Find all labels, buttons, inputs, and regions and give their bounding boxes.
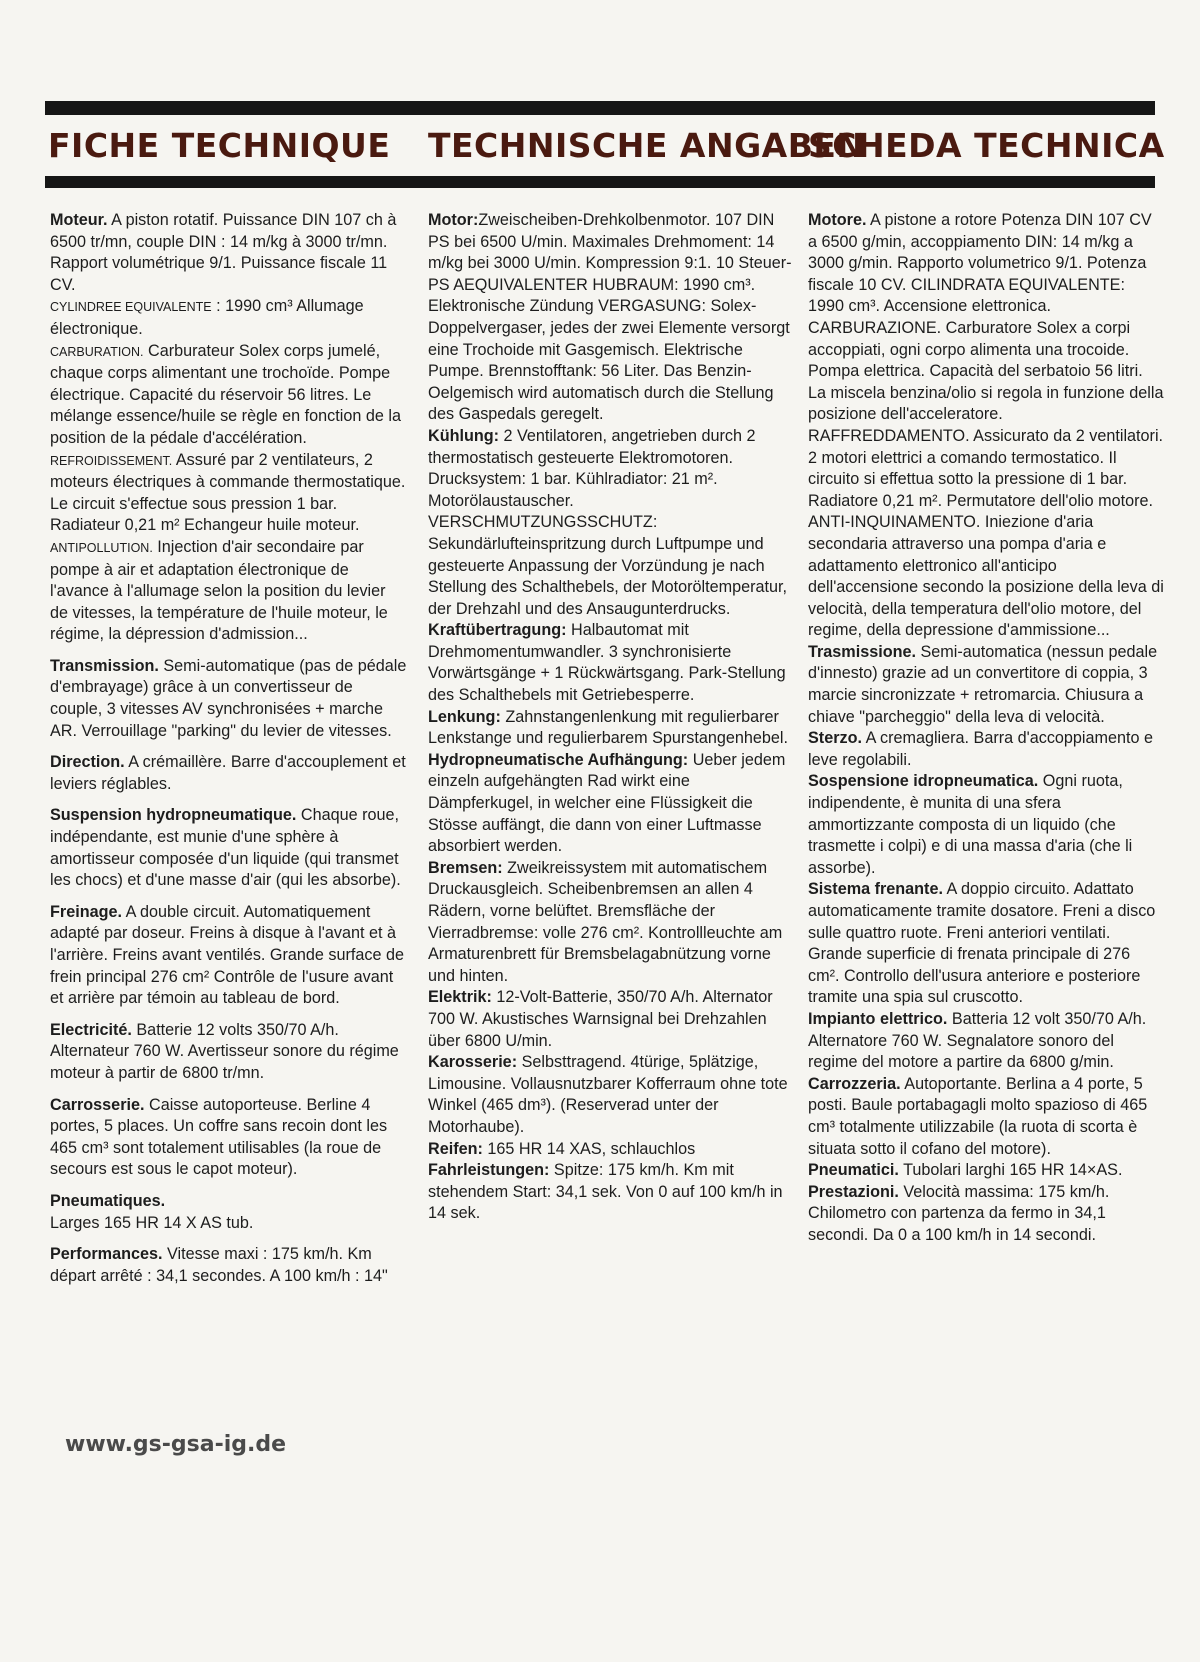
heading-scheda-technica: SCHEDA TECHNICA <box>808 126 1165 165</box>
section-title: Motore. <box>808 211 867 229</box>
column-french <box>50 210 408 1297</box>
section-title: Pneumatici. <box>808 1161 899 1180</box>
section-motor <box>428 210 793 426</box>
section-text: Tubolari larghi 165 HR 14×AS. <box>898 1161 1123 1180</box>
section-kuehlung <box>428 426 793 620</box>
section-text: Assuré par 2 ventilateurs, 2 moteurs électriques à commande thermostatique. Le circuit s'effectue sous pression 1 bar. Radiateur 0,21 m² Echangeur huile moteur. <box>50 450 406 535</box>
section-motore <box>808 210 1165 642</box>
section-sistema-frenante <box>808 879 1165 1009</box>
section-label: REFROIDISSEMENT. <box>50 453 173 468</box>
section-text: Zweikreissystem mit automatischem Druckausgleich. Scheibenbremsen an allen 4 Rädern, vorne belüftet. Bremsfläche der Vierradbremse: volle 276 cm². Kontrollleuchte am Armaturenbrett für Bremsbelagabnützung vorne und hinten. <box>428 858 783 985</box>
section-elektrik <box>428 987 793 1052</box>
column-italian <box>808 210 1165 1247</box>
section-title: Impianto elettrico. <box>808 1009 948 1028</box>
section-title: Carrosserie. <box>50 1095 145 1114</box>
section-text: Chaque roue, indépendante, est munie d'une sphère à amortisseur composée d'un liquide (qui transmet les chocs) et d'une masse d'air (qui les absorbe). <box>50 806 401 890</box>
heading-technische-angaben: TECHNISCHE ANGABEN <box>428 126 865 165</box>
section-text: 2 Ventilatoren, angetrieben durch 2 thermostatisch gesteuerte Elektromotoren. Drucksystem: 1 bar. Kühlradiator: 21 m². Motorölaustauscher. VERSCHMUTZUNGSSCHUTZ: Sekundärlufteinspritzung durch Luftpumpe und gesteuerte Anpassung der Vorzündung je nach Stellung des Schalthebels, der Motoröltemperatur, der Drehzahl und des Ansaugunterdrucks. <box>428 426 788 618</box>
section-text: Larges 165 HR 14 X AS tub. <box>50 1213 254 1232</box>
section-title: Direction. <box>50 753 125 772</box>
section-title: Hydropneumatische Aufhängung: <box>428 750 689 769</box>
section-text: Spitze: 175 km/h. Km mit stehendem Start: 34,1 sek. Von 0 auf 100 km/h in 14 sek. <box>428 1161 783 1223</box>
section-text: Semi-automatica (nessun pedale d'innesto) grazie ad un convertitore di coppia, 3 marcie sincronizzate + retromarcia. Chiusura a chiave "parcheggio" della leva di velocità. <box>808 642 1158 726</box>
section-impianto-elettrico <box>808 1009 1165 1074</box>
section-text: 165 HR 14 XAS, schlauchlos <box>482 1139 696 1158</box>
section-freinage <box>50 902 408 1010</box>
section-text: A crémaillère. Barre d'accouplement et leviers réglables. <box>50 753 406 793</box>
section-suspension <box>50 805 408 891</box>
section-text: Selbsttragend. 4türige, 5plätzige, Limousine. Vollausnutzbarer Kofferraum ohne tote Winkel (465 dm³). (Reserverad unter der Motorhaube). <box>428 1053 788 1136</box>
section-text: A piston rotatif. Puissance DIN 107 ch à 6500 tr/mn, couple DIN : 14 m/kg à 3000 tr/mn. Rapport volumétrique 9/1. Puissance fiscale 11 CV. <box>50 211 397 294</box>
website-url: www.gs-gsa-ig.de <box>65 1432 287 1457</box>
section-refroidissement <box>50 450 408 537</box>
section-text: Batterie 12 volts 350/70 A/h. Alternateur 760 W. Avertisseur sonore du régime moteur à partir de 6800 tr/mn. <box>50 1020 399 1082</box>
section-text: Ogni ruota, indipendente, è munita di una sfera ammortizzante composta di un liquido (che trasmette i colpi) e di una massa d'aria (che li assorbe). <box>808 772 1133 877</box>
bottom-rule <box>45 176 1155 188</box>
section-cylindree <box>50 296 408 340</box>
section-bremsen <box>428 858 793 988</box>
section-text: Velocità massima: 175 km/h. Chilometro con partenza da fermo in 34,1 secondi. Da 0 a 100 km/h in 14 secondi. <box>808 1182 1110 1244</box>
section-electricite <box>50 1020 408 1085</box>
section-text: Ueber jedem einzeln aufgehängten Rad wirkt eine Dämpferkugel, in welcher eine Flüssigkeit die Stösse auffängt, die dann von einer Luftmasse absorbiert werden. <box>428 750 786 856</box>
section-title: Bremsen: <box>428 858 503 877</box>
section-title: Kühlung: <box>428 426 500 445</box>
section-pneumatiques <box>50 1191 408 1234</box>
section-title: Sospensione idropneumatica. <box>808 772 1039 791</box>
section-title: Karosserie: <box>428 1053 518 1072</box>
section-sterzo <box>808 728 1165 771</box>
section-reifen <box>428 1139 793 1161</box>
section-carrosserie <box>50 1095 408 1181</box>
section-kraftuebertragung <box>428 620 793 706</box>
section-title: Freinage. <box>50 902 122 921</box>
section-performances <box>50 1244 408 1287</box>
section-prestazioni <box>808 1182 1165 1247</box>
section-title: Performances. <box>50 1245 163 1264</box>
section-title: Moteur. <box>50 211 108 229</box>
section-text: Vitesse maxi : 175 km/h. Km départ arrêté : 34,1 secondes. A 100 km/h : 14" <box>50 1245 388 1285</box>
section-trasmissione <box>808 642 1165 728</box>
section-transmission <box>50 656 408 742</box>
section-text: : 1990 cm³ Allumage électronique. <box>50 297 364 338</box>
section-text: Halbautomat mit Drehmomentumwandler. 3 synchronisierte Vorwärtsgänge + 1 Rückwärtsgang. Park-Stellung des Schalthebels mit Getriebesperre. <box>428 621 786 705</box>
section-carrozzeria <box>808 1074 1165 1160</box>
section-title: Elektrik: <box>428 988 492 1007</box>
section-fahrleistungen <box>428 1160 793 1225</box>
section-title: Prestazioni. <box>808 1182 899 1201</box>
section-label: ANTIPOLLUTION. <box>50 540 153 555</box>
section-sospensione <box>808 771 1165 879</box>
section-karosserie <box>428 1052 793 1138</box>
section-label: CYLINDREE EQUIVALENTE <box>50 300 212 315</box>
section-text: A doppio circuito. Adattato automaticamente tramite dosatore. Freni a disco sulle quattro ruote. Freni anteriori ventilati. Grande superficie di frenata principale di 276 cm². Controllo dell'usura anteriore e posteriore tramite una spia sul cruscotto. <box>808 880 1156 1007</box>
section-text: Zahnstangenlenkung mit regulierbarer Lenkstange und regulierbarem Spurstangenhebel. <box>428 707 788 748</box>
section-title: Suspension hydropneumatique. <box>50 806 297 825</box>
section-title: Motor: <box>428 211 479 229</box>
section-text: 12-Volt-Batterie, 350/70 A/h. Alternator 700 W. Akustisches Warnsignal bei Drehzahlen über 6800 U/min. <box>428 988 773 1050</box>
section-carburation <box>50 341 408 450</box>
section-text: A pistone a rotore Potenza DIN 107 CV a 6500 g/min, accoppiamento DIN: 14 m/kg a 3000 g/min. Rapporto volumetrico 9/1. Potenza fiscale 10 CV. CILINDRATA EQUIVALENTE: 1990 cm³. Accensione elettronica. CARBURAZIONE. Carburatore Solex a corpi accoppiati, ogni corpo alimenta una trocoide. Pompa elettrica. Capacità del serbatoio 56 litri. La miscela benzina/olio si regola in funzione della posizione dell'acceleratore. RAFFREDDAMENTO. Assicurato da 2 ventilatori. 2 motori elettrici a comando termostatico. Il circuito si effettua sotto la pressione di 1 bar. Radiatore 0,21 m². Permutatore dell'olio motore. ANTI-INQUINAMENTO. Iniezione d'aria secondaria attraverso una pompa d'aria e adattamento elettronico all'anticipo dell'accensione secondo la posizione della leva di velocità, della temperatura dell'olio motore, del regime, della depressione d'ammissione... <box>808 211 1164 640</box>
section-title: Transmission. <box>50 656 159 675</box>
section-text: Zweischeiben-Drehkolbenmotor. 107 DIN PS bei 6500 U/min. Maximales Drehmoment: 14 m/kg bei 3000 U/min. Kompression 9:1. 10 Steuer-PS AEQUIVALENTER HUBRAUM: 1990 cm³. Elektronische Zündung VERGASUNG: Solex-Doppelvergaser, jedes der zwei Elemente versorgt eine Trochoide mit Gasgemisch. Elektrische Pumpe. Brennstofftank: 56 Liter. Das Benzin-Oelgemisch wird automatisch durch die Stellung des Gaspedals geregelt. <box>428 211 792 424</box>
section-title: Carrozzeria. <box>808 1074 901 1093</box>
section-text: Carburateur Solex corps jumelé, chaque corps alimentant une trochoïde. Pompe électrique. Capacité du réservoir 56 litres. Le mélange essence/huile se règle en fonction de la position de la pédale d'accélération. <box>50 341 401 447</box>
section-title: Electricité. <box>50 1020 132 1039</box>
section-text: A double circuit. Automatiquement adapté par doseur. Freins à disque à l'avant et à l'arrière. Freins avant ventilés. Grande surface de frein principal 276 cm² Contrôle de l'usure avant et arrière par témoin au tableau de bord. <box>50 902 404 1008</box>
section-title: Trasmissione. <box>808 642 916 661</box>
heading-fiche-technique: FICHE TECHNIQUE <box>48 126 391 165</box>
section-text: Batteria 12 volt 350/70 A/h. Alternatore 760 W. Segnalatore sonoro del regime del motore a partire da 6800 g/min. <box>808 1009 1147 1072</box>
section-title: Fahrleistungen: <box>428 1161 550 1180</box>
section-moteur <box>50 210 408 296</box>
section-pneumatici <box>808 1160 1165 1182</box>
section-text: A cremagliera. Barra d'accoppiamento e leve regolabili. <box>808 729 1154 769</box>
section-label: CARBURATION. <box>50 344 144 359</box>
section-aufhaengung <box>428 750 793 858</box>
section-direction <box>50 752 408 795</box>
section-text: Injection d'air secondaire par pompe à air et adaptation électronique de l'avance à l'allumage selon la position du levier de vitesses, la température de l'huile moteur, le régime, la dépression d'admission... <box>50 537 388 644</box>
section-text: Caisse autoporteuse. Berline 4 portes, 5 places. Un coffre sans recoin dont les 465 cm³ sont totalement utilisables (la roue de secours est sous le capot moteur). <box>50 1095 388 1179</box>
section-title: Sistema frenante. <box>808 880 943 899</box>
section-lenkung <box>428 707 793 750</box>
section-text: Autoportante. Berlina a 4 porte, 5 posti. Baule portabagagli molto spazioso di 465 cm³ totalmente utilizzabile (la ruota di scorta è situata sotto il cofano del motore). <box>808 1074 1148 1158</box>
section-title: Sterzo. <box>808 729 862 748</box>
column-german <box>428 210 793 1225</box>
section-antipollution <box>50 537 408 646</box>
section-text: Semi-automatique (pas de pédale d'embrayage) grâce à un convertisseur de couple, 3 vitesses AV synchronisées + marche AR. Verrouillage "parking" du levier de vitesses. <box>50 656 407 740</box>
section-title: Reifen: <box>428 1139 483 1158</box>
section-title: Pneumatiques. <box>50 1191 166 1210</box>
section-title: Kraftübertragung: <box>428 621 567 640</box>
top-rule <box>45 101 1155 115</box>
section-title: Lenkung: <box>428 707 501 726</box>
